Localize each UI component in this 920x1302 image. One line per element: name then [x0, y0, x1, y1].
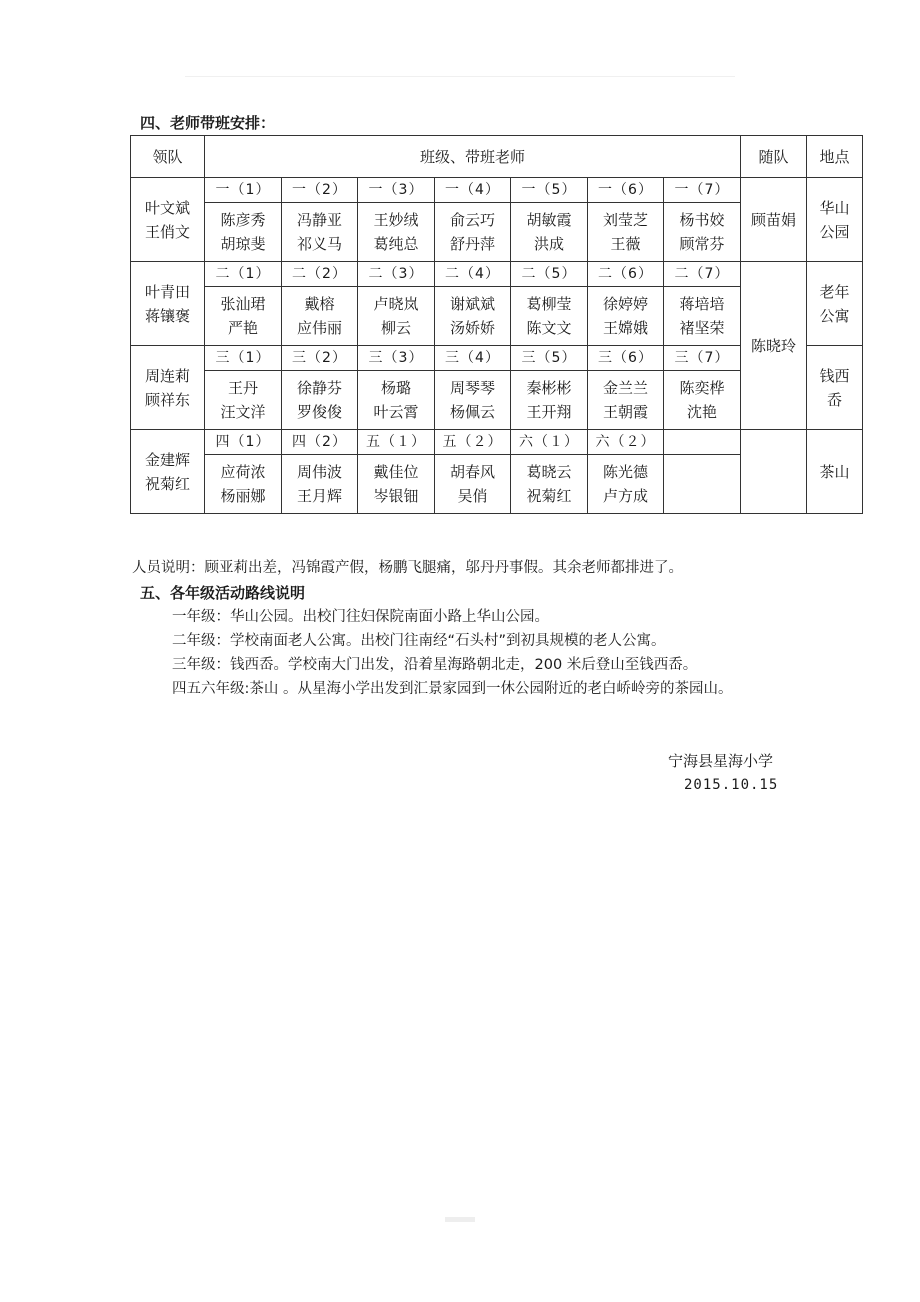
- teacher-cell: [435, 203, 511, 262]
- top-rule: [185, 76, 735, 77]
- leader-cell: [131, 262, 205, 346]
- teacher-cell-line2: 杨佩云: [449, 403, 495, 421]
- class-cell: 六（２）: [588, 430, 664, 455]
- accompany-cell: 顾苗娟: [741, 178, 807, 262]
- teacher-cell-line2: 叶云霄: [373, 403, 419, 421]
- leader-cell-line2: 祝菊红: [144, 474, 190, 493]
- teacher-cell-line2: 舒丹萍: [449, 235, 495, 253]
- teacher-cell-line1: 卢晓岚: [373, 295, 419, 313]
- class-cell: 三（4）: [435, 346, 511, 371]
- location-cell: [807, 262, 863, 346]
- teacher-cell-line2: 岑银钿: [373, 487, 419, 505]
- class-cell: 三（1）: [205, 346, 282, 371]
- teacher-cell: [205, 455, 282, 514]
- teacher-cell-line2: 杨丽娜: [220, 487, 266, 505]
- teacher-cell: [358, 287, 435, 346]
- teacher-cell-line1: 秦彬彬: [526, 379, 572, 397]
- class-cell: 五（１）: [358, 430, 435, 455]
- route-grade2: 二年级：学校南面老人公寓。出校门往南经“石头村”到初具规模的老人公寓。: [172, 633, 666, 649]
- teacher-cell-line1: 杨书姣: [679, 211, 725, 229]
- teacher-cell-line2: 祁义马: [296, 235, 342, 253]
- section5-title: 五、各年级活动路线说明: [140, 584, 306, 602]
- location-cell-line1: 钱西: [819, 366, 850, 385]
- teacher-cell-line1: 徐婷婷: [602, 295, 648, 313]
- schedule-table: [130, 135, 863, 514]
- class-cell: 二（4）: [435, 262, 511, 287]
- teacher-cell: [664, 287, 741, 346]
- class-cell: 一（6）: [588, 178, 664, 203]
- teacher-cell-line2: 汤娇娇: [449, 319, 495, 337]
- teacher-cell: [588, 371, 664, 430]
- teacher-cell-line1: 戴佳位: [373, 463, 419, 481]
- class-cell: 三（2）: [282, 346, 358, 371]
- class-cell: 一（4）: [435, 178, 511, 203]
- teacher-cell: [282, 203, 358, 262]
- class-cell: 一（5）: [511, 178, 588, 203]
- leader-cell: [131, 346, 205, 430]
- teacher-cell: [435, 371, 511, 430]
- class-cell: [664, 430, 741, 455]
- teacher-cell-line1: 周伟波: [296, 463, 342, 481]
- teacher-cell-line2: 王开翔: [526, 403, 572, 421]
- school-signature: 宁海县星海小学: [668, 752, 774, 770]
- teacher-cell: [435, 287, 511, 346]
- teacher-cell: [511, 371, 588, 430]
- teacher-cell-line2: 王薇: [610, 235, 641, 253]
- teacher-cell-line2: 罗俊俊: [296, 403, 342, 421]
- teacher-cell: [358, 455, 435, 514]
- class-row: [131, 262, 863, 287]
- teacher-cell-line2: 吴俏: [457, 487, 488, 505]
- teacher-cell-line1: 徐静芬: [296, 379, 342, 397]
- teacher-cell-line2: 陈文文: [526, 319, 572, 337]
- teacher-cell-line2: 葛纯总: [373, 235, 419, 253]
- teacher-cell: [664, 371, 741, 430]
- leader-cell-line2: 蒋镶褒: [144, 306, 190, 325]
- location-cell-line2: 岙: [827, 390, 843, 409]
- teacher-cell-line2: 柳云: [380, 319, 411, 337]
- section4-title: 四、老师带班安排：: [140, 114, 276, 132]
- staff-note: 人员说明：顾亚莉出差，冯锦霞产假，杨鹏飞腿痛，邬丹丹事假。其余老师都排进了。: [132, 560, 683, 576]
- class-cell: 三（5）: [511, 346, 588, 371]
- teacher-cell-line1: 蒋培培: [679, 295, 725, 313]
- leader-cell-line1: 周连莉: [144, 366, 190, 385]
- class-cell: 二（5）: [511, 262, 588, 287]
- class-cell: 二（2）: [282, 262, 358, 287]
- class-cell: 一（2）: [282, 178, 358, 203]
- class-cell: 二（7）: [664, 262, 741, 287]
- class-cell: 四（2）: [282, 430, 358, 455]
- teacher-cell-line1: 王妙绒: [373, 211, 419, 229]
- location-cell: [807, 346, 863, 430]
- teacher-cell: [511, 455, 588, 514]
- teacher-cell: [282, 455, 358, 514]
- location-cell-line1: 华山: [819, 198, 850, 217]
- teacher-cell: [511, 203, 588, 262]
- teacher-cell-line1: 周琴琴: [449, 379, 495, 397]
- location-cell-line1: 茶山: [819, 462, 850, 481]
- teacher-cell-line2: 祝菊红: [526, 487, 572, 505]
- signature-date: 2015.10.15: [684, 777, 779, 793]
- teacher-cell-line2: 应伟丽: [296, 319, 342, 337]
- leader-cell-line1: 金建辉: [144, 450, 190, 469]
- class-cell: 一（3）: [358, 178, 435, 203]
- teacher-cell: [205, 203, 282, 262]
- teacher-cell-line1: 葛柳莹: [526, 295, 572, 313]
- header-accompany: 随队: [741, 136, 807, 178]
- class-row: [131, 178, 863, 203]
- teacher-cell: [664, 203, 741, 262]
- class-cell: 四（1）: [205, 430, 282, 455]
- teacher-cell-line2: 王嫦娥: [602, 319, 648, 337]
- teacher-cell-line2: 王朝霞: [602, 403, 648, 421]
- class-cell: 六（１）: [511, 430, 588, 455]
- leader-cell: [131, 430, 205, 514]
- class-cell: 三（3）: [358, 346, 435, 371]
- class-cell: 一（1）: [205, 178, 282, 203]
- teacher-cell-line1: 张汕珺: [220, 295, 266, 313]
- teacher-cell: [511, 287, 588, 346]
- leader-cell-line1: 叶文斌: [144, 198, 190, 217]
- teacher-cell-line1: 陈奕桦: [679, 379, 725, 397]
- route-grade3: 三年级：钱西岙。学校南大门出发，沿着星海路朝北走，200 米后登山至钱西岙。: [172, 657, 698, 673]
- location-cell: [807, 178, 863, 262]
- class-cell: 五（２）: [435, 430, 511, 455]
- route-grade1: 一年级：华山公园。出校门往妇保院南面小路上华山公园。: [172, 609, 549, 625]
- teacher-cell-line2: 洪成: [533, 235, 564, 253]
- class-cell: 三（7）: [664, 346, 741, 371]
- location-cell-line1: 老年: [819, 282, 850, 301]
- class-cell: 二（1）: [205, 262, 282, 287]
- teacher-cell: [282, 371, 358, 430]
- footer-mark: [445, 1217, 475, 1222]
- teacher-cell-line1: 金兰兰: [602, 379, 648, 397]
- teacher-cell-line2: 王月辉: [296, 487, 342, 505]
- class-row: [131, 430, 863, 455]
- class-cell: 二（6）: [588, 262, 664, 287]
- teacher-cell: [664, 455, 741, 514]
- table-header-row: [131, 136, 863, 178]
- teacher-cell-line2: 汪文洋: [220, 403, 266, 421]
- teacher-cell: [588, 203, 664, 262]
- location-cell: [807, 430, 863, 514]
- teacher-cell-line2: 褚坚荣: [679, 319, 725, 337]
- teacher-cell-line1: 谢斌斌: [449, 295, 495, 313]
- header-class-teacher: 班级、带班老师: [205, 136, 741, 178]
- location-cell-line2: 公园: [819, 222, 850, 241]
- header-leader: 领队: [131, 136, 205, 178]
- teacher-cell: [588, 455, 664, 514]
- teacher-cell-line1: 杨璐: [380, 379, 411, 397]
- teacher-cell-line1: 王丹: [227, 379, 258, 397]
- teacher-cell-line1: 戴榕: [304, 295, 335, 313]
- teacher-cell: [435, 455, 511, 514]
- teacher-cell-line1: 陈彦秀: [220, 211, 266, 229]
- teacher-cell: [205, 371, 282, 430]
- teacher-cell-line2: 卢方成: [602, 487, 648, 505]
- accompany-cell: [741, 430, 807, 514]
- teacher-cell-line2: 胡琼斐: [220, 235, 266, 253]
- teacher-cell-line2: 严艳: [227, 319, 258, 337]
- teacher-cell-line1: 刘莹芝: [602, 211, 648, 229]
- class-cell: 二（3）: [358, 262, 435, 287]
- teacher-cell: [282, 287, 358, 346]
- leader-cell-line2: 顾祥东: [144, 390, 190, 409]
- teacher-cell-line1: 陈光德: [602, 463, 648, 481]
- teacher-cell: [358, 203, 435, 262]
- class-cell: 三（6）: [588, 346, 664, 371]
- route-grade456: 四五六年级:茶山 。从星海小学出发到汇景家园到一休公园附近的老白峤岭旁的茶园山。: [172, 681, 733, 697]
- teacher-cell-line2: 沈艳: [687, 403, 718, 421]
- teacher-cell-line2: 顾常芬: [679, 235, 725, 253]
- teacher-cell-line1: 葛晓云: [526, 463, 572, 481]
- header-location: 地点: [807, 136, 863, 178]
- teacher-cell-line1: 胡春风: [449, 463, 495, 481]
- leader-cell: [131, 178, 205, 262]
- leader-cell-line1: 叶青田: [144, 282, 190, 301]
- class-cell: 一（7）: [664, 178, 741, 203]
- location-cell-line2: 公寓: [819, 306, 850, 325]
- teacher-cell-line1: 应荷浓: [220, 463, 266, 481]
- teacher-cell-line1: 胡敏霞: [526, 211, 572, 229]
- teacher-cell: [358, 371, 435, 430]
- teacher-cell: [588, 287, 664, 346]
- leader-cell-line2: 王俏文: [144, 222, 190, 241]
- accompany-cell: 陈晓玲: [741, 262, 807, 430]
- teacher-cell-line1: 俞云巧: [449, 211, 495, 229]
- teacher-cell-line1: 冯静亚: [296, 211, 342, 229]
- teacher-cell: [205, 287, 282, 346]
